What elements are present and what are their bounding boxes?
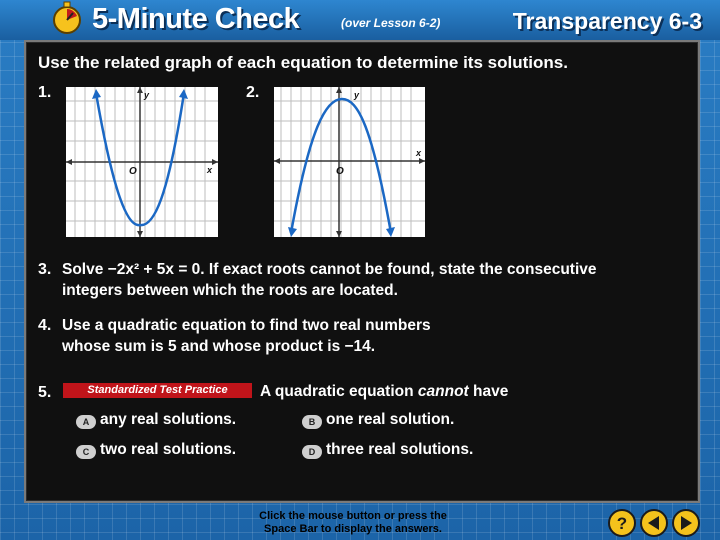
forward-arrow-icon [674, 511, 698, 535]
question-5-stem-a: A quadratic equation [260, 383, 418, 400]
graph-2-origin-label: O [336, 166, 344, 177]
question-5-stem-c: have [468, 383, 509, 400]
option-c-badge[interactable]: C [76, 445, 96, 459]
question-5-stem-emphasis: cannot [417, 383, 469, 400]
question-4-line-1: Use a quadratic equation to find two real numbers [62, 317, 431, 334]
option-c-text[interactable]: two real solutions. [100, 441, 237, 458]
question-4-number: 4. [38, 317, 52, 334]
help-icon [610, 511, 634, 535]
option-a-text[interactable]: any real solutions. [100, 411, 237, 428]
graph-1-x-label: x [207, 165, 213, 175]
footer-line-1: Click the mouse button or press the [259, 510, 447, 522]
option-d-text[interactable]: three real solutions. [326, 441, 474, 458]
lesson-subtitle: (over Lesson 6-2) [341, 16, 441, 30]
question-2-number: 2. [246, 84, 260, 101]
stopwatch-icon [50, 1, 84, 35]
standardized-test-practice-badge: Standardized Test Practice [63, 383, 252, 398]
footer-line-2: Space Bar to display the answers. [264, 523, 442, 535]
graph-2-plot [274, 87, 425, 237]
graph-1-origin-label: O [129, 166, 137, 177]
question-1-number: 1. [38, 84, 52, 101]
previous-button[interactable] [640, 509, 668, 537]
back-arrow-icon [642, 511, 666, 535]
graph-1-y-label: y [144, 90, 150, 100]
graph-2-y-label: y [354, 90, 360, 100]
option-b-badge[interactable]: B [302, 415, 322, 429]
graph-1-plot [66, 87, 218, 237]
help-button[interactable] [608, 509, 636, 537]
graph-2-x-label: x [416, 148, 422, 158]
svg-text:?: ? [616, 514, 628, 533]
question-5-number: 5. [38, 384, 52, 401]
question-4-line-2: whose sum is 5 and whose product is −14. [62, 338, 376, 355]
option-a-badge[interactable]: A [76, 415, 96, 429]
next-button[interactable] [672, 509, 700, 537]
instruction-text: Use the related graph of each equation to determine its solutions. [38, 53, 568, 72]
question-3-number: 3. [38, 261, 52, 278]
graph-2 [274, 87, 425, 237]
option-d-badge[interactable]: D [302, 445, 322, 459]
graph-1 [66, 87, 218, 237]
footer-instructions [236, 510, 470, 536]
question-5-stem [260, 383, 508, 401]
page-title: 5-Minute Check [92, 3, 300, 35]
transparency-label: Transparency 6-3 [512, 8, 702, 34]
header-bar [0, 0, 720, 40]
option-b-text[interactable]: one real solution. [326, 411, 455, 428]
question-3-line-2: integers between which the roots are located. [62, 282, 398, 299]
question-3-line-1: Solve −2x² + 5x = 0. If exact roots cannot be found, state the consecutive [62, 261, 597, 278]
